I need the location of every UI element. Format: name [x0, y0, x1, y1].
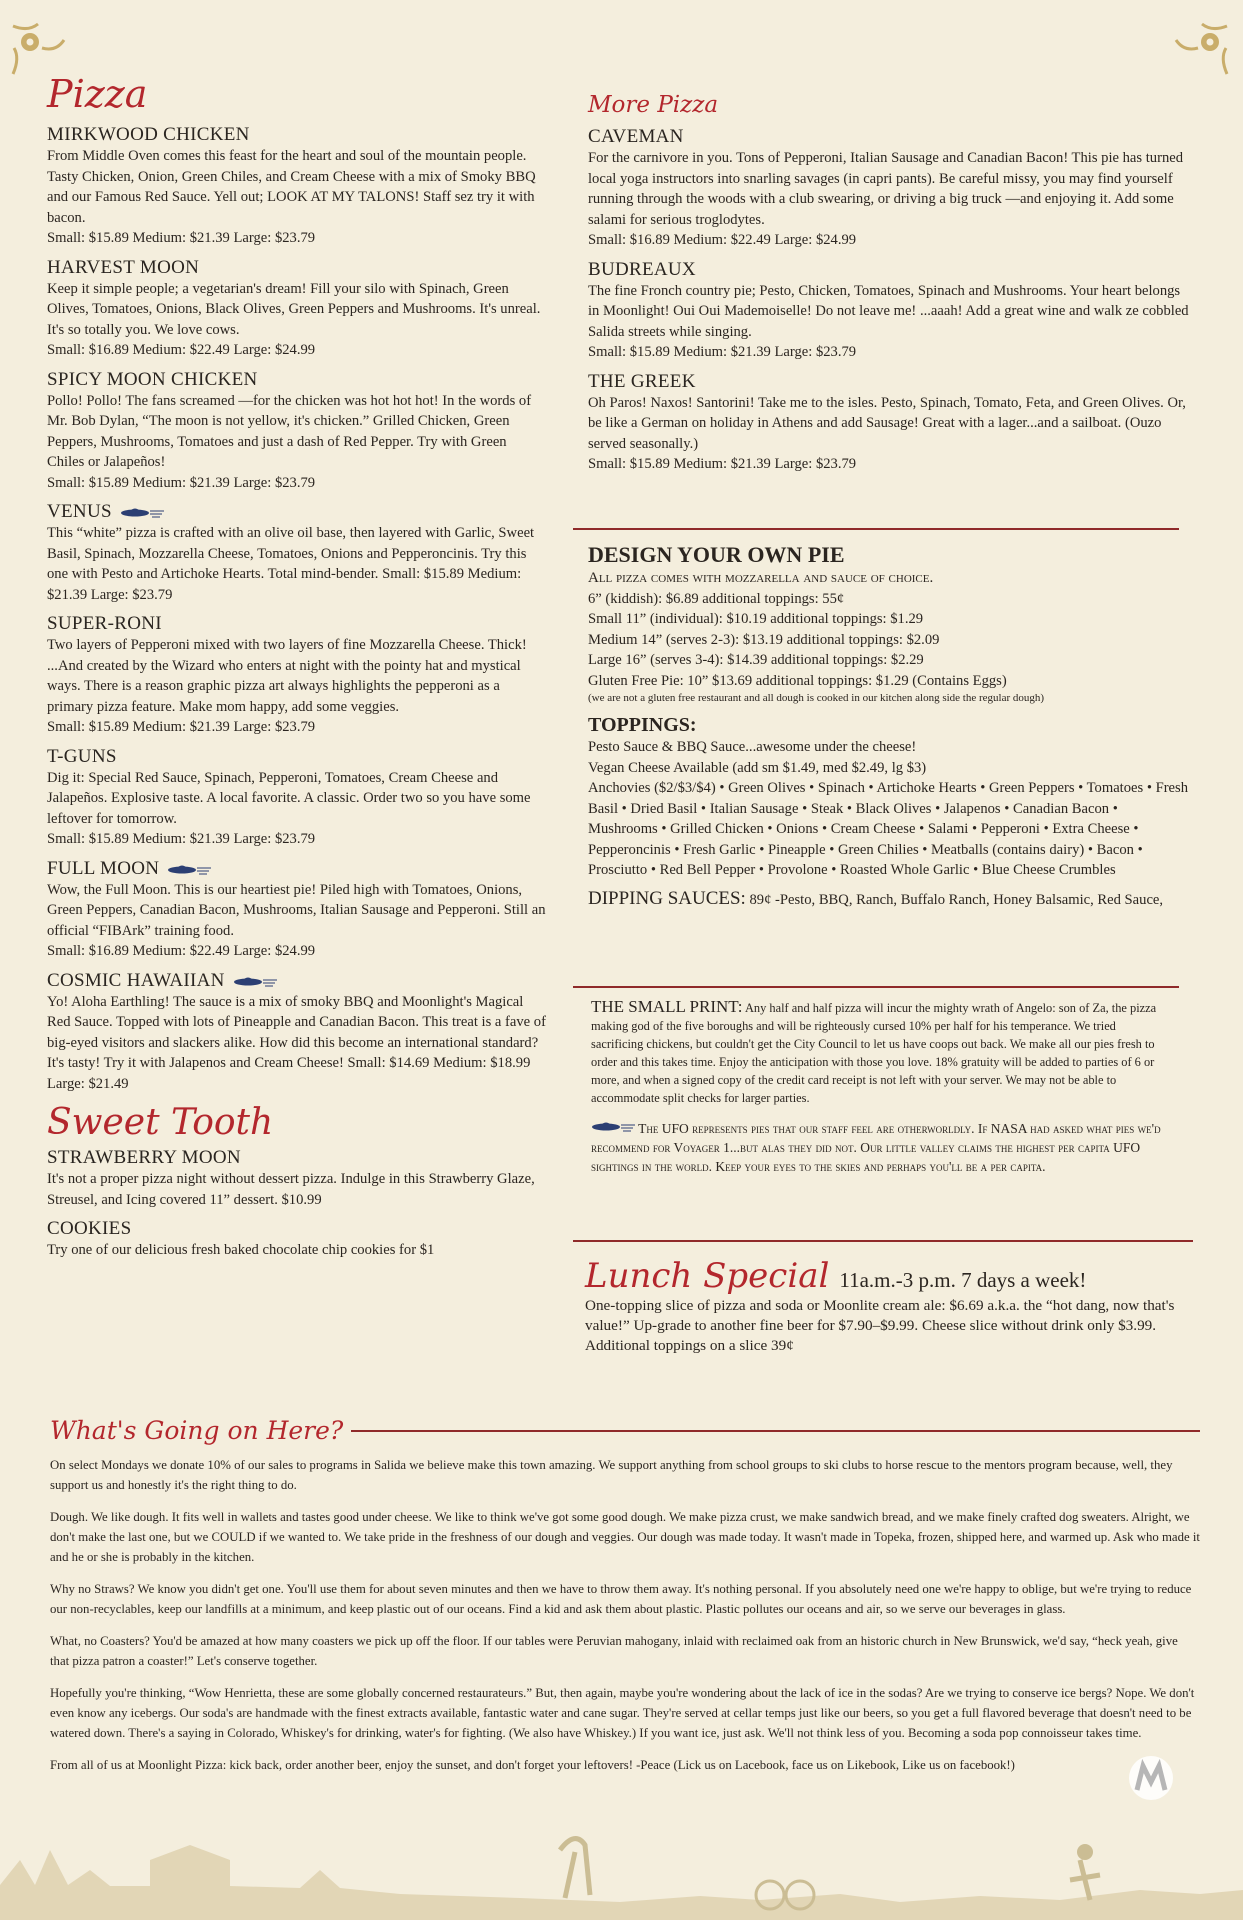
dipping-text: 89¢ -Pesto, BBQ, Ranch, Buffalo Ranch, Honey Balsamic, Red Sauce, [749, 891, 1164, 908]
more-pizza-section [588, 92, 1192, 483]
menu-item [588, 126, 1192, 251]
size-price-line: Medium 14” (serves 2-3): $13.19 additional toppings: $2.09 [588, 631, 940, 648]
ufo-icon [120, 505, 164, 519]
town-silhouette-art [0, 1790, 1243, 1920]
info-paragraph: On select Mondays we donate 10% of our sales to programs in Salida we believe make this town amazing. We support anything from school groups to ski clubs to horse rescue to the mentors program because, well, they support us and honestly it's the right thing to do. [50, 1458, 1173, 1492]
dyo-price-list [588, 589, 1188, 692]
item-description: Pollo! Pollo! The fans screamed —for the chicken was hot hot hot! In the words of Mr. Bob Dylan, “The moon is not yellow, it's chicken.” Grilled Chicken, Green Peppers, Mushrooms, Tomatoes and just a dash of Red Pepper. Try with Green Chiles or Jalapeños! [47, 392, 532, 470]
divider [573, 528, 1179, 530]
info-paragraph: Hopefully you're thinking, “Wow Henrietta, these are some globally concerned restaurateurs.” But, then again, maybe you're wondering about the lack of ice in the sodas? Are we trying to conserve ice bergs? Nope. We don't even know any icebergs. Our soda's are handmade with the finest extracts available, fantastic water and cane sugar. They're served at cellar temps just like our beers, so you get a full flavored beverage that doesn't need to be watered down. There's a saying in Colorado, Whiskey's for drinking, water's for fighting. (We also have Whiskey.) If you want ice, just ask. We'll not think less of you. Becoming a soda pop connoisseur takes time. [50, 1686, 1195, 1740]
sweet-tooth-heading: Sweet Tooth [47, 1102, 274, 1143]
lunch-text: One-topping slice of pizza and soda or Moonlite cream ale: $6.69 a.k.a. the “hot dang, now that's value!” Up-grade to another fine beer for $7.90–$9.99. Cheese slice without drink only $3.99. Additional toppings on a slice 39¢ [585, 1297, 1175, 1354]
menu-item [47, 746, 547, 850]
item-price: Small: $16.89 Medium: $22.49 Large: $24.99 [47, 943, 316, 959]
item-price: Small: $15.89 Medium: $21.39 Large: $23.79 [588, 344, 857, 360]
item-name [47, 970, 547, 992]
more-pizza-heading: More Pizza [588, 92, 719, 118]
topping-line: Anchovies ($2/$3/$4) • Green Olives • Spinach • Artichoke Hearts • Green Peppers • Tomatoes • Fresh Basil • Dried Basil • Italian Sausage • Steak • Black Olives • Jalapenos • Canadian Bacon • Mushrooms • Grilled Chicken • Onions • Cream Cheese • Salami • Pepperoni • Extra Cheese • Pepperoncinis • Fresh Garlic • Pineapple • Green Chilies • Meatballs (contains dairy) • Bacon • Prosciutto • Red Bell Pepper • Provolone • Roasted Whole Garlic • Blue Cheese Crumbles [588, 780, 1189, 878]
ufo-icon [167, 862, 211, 876]
item-price: Small: $15.89 Medium: $21.39 Large: $23.79 [47, 831, 316, 847]
pizza-list [47, 124, 547, 1094]
item-price: Small: $15.89 Medium: $21.39 Large: $23.79 [588, 456, 857, 472]
flourish-icon [1172, 18, 1232, 78]
wgoh-paragraphs [50, 1455, 1200, 1775]
menu-item [47, 501, 547, 605]
size-price-line: Gluten Free Pie: 10” $13.69 additional toppings: $1.29 (Contains Eggs) [588, 672, 1007, 689]
item-price: Small: $15.89 Medium: $21.39 Large: $23.79 [47, 230, 316, 246]
lunch-time: 11a.m.-3 p.m. 7 days a week! [839, 1268, 1087, 1292]
more-pizza-list [588, 126, 1192, 475]
dessert-item [47, 1218, 547, 1261]
menu-item [47, 369, 547, 494]
wgoh-header [50, 1416, 1200, 1445]
item-title: FULL MOON [47, 857, 160, 879]
pizza-section [47, 72, 547, 1269]
small-print-section [591, 998, 1171, 1176]
menu-item [47, 613, 547, 738]
item-description: Two layers of Pepperoni mixed with two layers of fine Mozzarella Cheese. Thick! ...And created by the Wizard who enters at night with the pointy hat and mystical ways. There is a reason graphic pizza art always highlights the pepperoni as a primary pizza feature. Make mom happy, add some veggies. [47, 637, 527, 715]
item-description: Keep it simple people; a vegetarian's dream! Fill your silo with Spinach, Green Olives, Tomatoes, Onions, Black Olives, Green Peppers and Mushrooms. It's unreal. It's so totally you. We love cows. [47, 280, 541, 338]
info-paragraph: Why no Straws? We know you didn't get one. You'll use them for about seven minutes and then we have to throw them away. It's nothing personal. If you absolutely need one we're happy to oblige, but we're trying to reduce our non-recyclables, keep our landfills at a minimum, and keep plastic out of our oceans. Find a kid and ask them about plastic. Plastic pollutes our oceans and air, so we serve our beverages in glass. [50, 1582, 1192, 1616]
size-price-line: Small 11” (individual): $10.19 additional toppings: $1.29 [588, 611, 924, 627]
item-title: VENUS [47, 501, 112, 522]
item-title: COSMIC HAWAIIAN [47, 969, 225, 991]
item-title: MIRKWOOD CHICKEN [47, 124, 250, 145]
ufo-note-text: The UFO represents pies that our staff feel are otherworldly. If NASA had asked what pies we'd recommend for Voyager 1...but alas they did not. Our little valley claims the highest per capita UFO sightings in the world. Keep your eyes to the skies and perhaps you'll be a per capita. [591, 1121, 1161, 1174]
info-paragraph: From all of us at Moonlight Pizza: kick back, order another beer, enjoy the sunset, and don't forget your leftovers! -Peace (Lick us on Lacebook, face us on Likebook, Like us on facebook!) [50, 1758, 1015, 1772]
flourish-icon [8, 18, 68, 78]
item-description: Wow, the Full Moon. This is our heartiest pie! Piled high with Tomatoes, Onions, Green Peppers, Canadian Bacon, Mushrooms, Italian Sausage and Pepperoni. Still an official “FIBArk” training food. [47, 881, 546, 939]
item-price: Small: $16.89 Medium: $22.49 Large: $24.99 [47, 342, 316, 358]
item-description: Yo! Aloha Earthling! The sauce is a mix of smoky BBQ and Moonlight's Magical Red Sauce. Topped with lots of Pineapple and Canadian Bacon. This treat is a fave of big-eyed visitors and slackers alike. How did this become an international standard? It's tasty! Try it with Jalapenos and Cream Cheese! Small: $14.69 Medium: $18.99 Large: $21.49 [47, 993, 546, 1092]
item-title: SPICY MOON CHICKEN [47, 368, 258, 390]
ufo-icon [233, 974, 277, 988]
lunch-special-section [585, 1256, 1185, 1356]
item-name [47, 369, 547, 391]
divider [573, 986, 1179, 988]
item-price: Small: $15.89 Medium: $21.39 Large: $23.79 [47, 474, 316, 491]
item-description: The fine Fronch country pie; Pesto, Chicken, Tomatoes, Spinach and Mushrooms. Your heart belongs in Moonlight! Oui Oui Mademoiselle! Do not leave me! ...aaah! Add a great wine and walk ze cobbled Salida streets while singing. [588, 282, 1189, 340]
ufo-note [591, 1119, 1171, 1176]
dyo-subheading: All pizza comes with mozzarella and sauce of choice. [588, 570, 934, 586]
menu-item [47, 257, 547, 361]
item-description: Try one of our delicious fresh baked chocolate chip cookies for $1 [47, 1242, 435, 1258]
whats-going-on-section [50, 1416, 1200, 1787]
size-price-line: 6” (kiddish): $6.89 additional toppings: 55¢ [588, 590, 845, 607]
menu-item [588, 371, 1192, 475]
topping-line: Pesto Sauce & BBQ Sauce...awesome under the cheese! [588, 739, 917, 755]
item-description: Oh Paros! Naxos! Santorini! Take me to the isles. Pesto, Spinach, Tomato, Feta, and Green Olives. Or, be like a German on holiday in Athens and add Sausage! Great with a lager...and a sailboat. (Ouzo served seasonally.) [588, 394, 1186, 452]
lunch-heading: Lunch Special [585, 1256, 830, 1296]
item-name: COOKIES [47, 1218, 132, 1239]
item-name: THE GREEK [588, 370, 696, 392]
dipping-sauces [588, 889, 1188, 911]
design-your-own-section [588, 542, 1188, 910]
item-name [47, 746, 547, 768]
item-description: Dig it: Special Red Sauce, Spinach, Pepperoni, Tomatoes, Cream Cheese and Jalapeños. Explosive taste. A local favorite. A classic. Order two so you have some leftover for tomorrow. [47, 769, 531, 827]
dyo-heading: DESIGN YOUR OWN PIE [588, 542, 845, 567]
moon-logo-icon [1125, 1752, 1177, 1804]
toppings-heading: TOPPINGS: [588, 714, 697, 736]
small-print-text [591, 998, 1171, 1107]
item-name: CAVEMAN [588, 126, 684, 147]
wgoh-heading: What's Going on Here? [50, 1416, 344, 1445]
menu-item [47, 858, 547, 962]
item-description: For the carnivore in you. Tons of Pepperoni, Italian Sausage and Canadian Bacon! This pie has turned local yoga instructors into snarling savages (in capri pants). Be careful missy, you may find yourself running through the woods with a club swearing, or driving a big truck —and enjoying it. Add some salami for serious troglodytes. [588, 150, 1184, 228]
item-name: STRAWBERRY MOON [47, 1147, 241, 1168]
item-name [47, 124, 547, 146]
info-paragraph: What, no Coasters? You'd be amazed at how many coasters we pick up off the floor. If our tables were Peruvian mahogany, inlaid with reclaimed oak from an historic church in New Brunswick, we'd say, “heck yeah, give that pizza patron a coaster!” Let's conserve together. [50, 1634, 1178, 1668]
topping-line: Vegan Cheese Available (add sm $1.49, med $2.49, lg $3) [588, 759, 927, 776]
dipping-heading: DIPPING SAUCES: [588, 887, 746, 909]
item-title: HARVEST MOON [47, 256, 200, 278]
item-name: BUDREAUX [588, 258, 696, 280]
menu-item [47, 970, 547, 1095]
small-print-heading: THE SMALL PRINT: [591, 997, 743, 1016]
item-price: Small: $15.89 Medium: $21.39 Large: $23.79 [47, 719, 316, 735]
small-print-body: Any half and half pizza will incur the mighty wrath of Angelo: son of Za, the pizza making god of the five boroughs and will be righteously cursed 10% per half for his temperance. We tried sacrificing chickens, but couldn't get the City Council to let us have coops out back. We make all our pies fresh to order and this takes time. Enjoy the anticipation with those you love. 18% gratuity will be added to parties of 6 or more, and when a signed copy of the credit card receipt is not left with your server. We may not be able to accommodate split checks for larger parties. [591, 1001, 1157, 1105]
item-name [47, 501, 547, 523]
divider [351, 1430, 1200, 1432]
item-name [47, 613, 547, 635]
item-description: From Middle Oven comes this feast for the heart and soul of the mountain people. Tasty Chicken, Onion, Green Chiles, and Cream Cheese with a mix of Smoky BBQ and our Famous Red Sauce. Yell out; LOOK AT MY TALONS! Staff sez try it with bacon. [47, 148, 536, 226]
size-price-line: Large 16” (serves 3-4): $14.39 additional toppings: $2.29 [588, 652, 924, 668]
menu-item [588, 259, 1192, 363]
dessert-item [47, 1147, 547, 1210]
lunch-header [585, 1256, 1185, 1296]
divider [573, 1240, 1193, 1242]
item-title: SUPER-RONI [47, 613, 162, 634]
toppings-list [588, 737, 1188, 881]
item-price: Small: $16.89 Medium: $22.49 Large: $24.99 [588, 232, 857, 248]
pizza-heading: Pizza [47, 72, 148, 116]
item-description: It's not a proper pizza night without dessert pizza. Indulge in this Strawberry Glaze, Streusel, and Icing covered 11” dessert. $10.99 [47, 1171, 535, 1208]
item-name [47, 257, 547, 279]
menu-item [47, 124, 547, 249]
item-title: T-GUNS [47, 745, 117, 767]
info-paragraph: Dough. We like dough. It fits well in wallets and tastes good under cheese. We like to think we've got some good dough. We make pizza crust, we make sandwich bread, and we make finely crafted dog sweaters. Alright, we don't make the last one, but we COULD if we wanted to. We take pride in the freshness of our dough and veggies. Our dough was made today. It wasn't made in Topeka, frozen, shipped here, and warmed up. Ask who made it and he or she is probably in the kitchen. [50, 1510, 1200, 1564]
item-description: This “white” pizza is crafted with an olive oil base, then layered with Garlic, Sweet Basil, Spinach, Mozzarella Cheese, Tomatoes, Onions and Pepperoncinis. Try this one with Pesto and Artichoke Hearts. Total mind-bender. Small: $15.89 Medium: $21.39 Large: $23.79 [47, 525, 535, 603]
sweet-list [47, 1147, 547, 1261]
ufo-icon [591, 1119, 635, 1133]
item-name [47, 858, 547, 880]
gluten-note: (we are not a gluten free restaurant and all dough is cooked in our kitchen along side the regular dough) [588, 692, 1045, 704]
